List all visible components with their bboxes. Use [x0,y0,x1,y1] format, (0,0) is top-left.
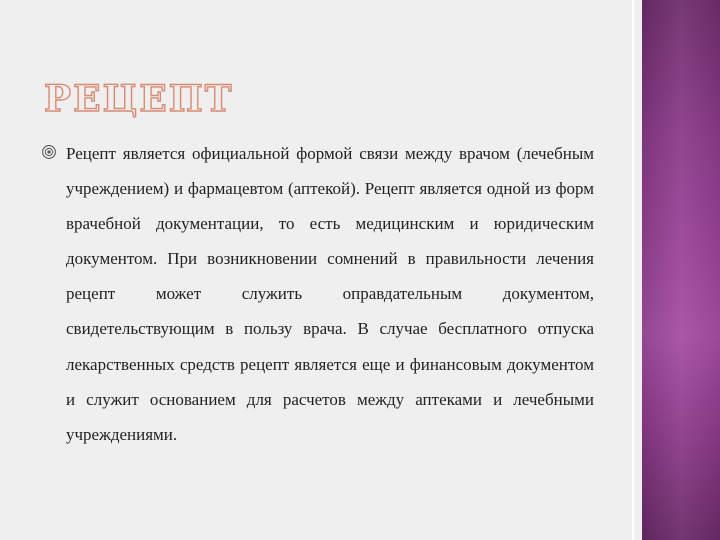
purple-side-panel [642,0,720,540]
body-paragraph: Рецепт является официальной формой связи между врачом (лечебным учреждением) и фармацевтом (аптекой). Рецепт является одной из форм врачебной документации, то есть медицинским и юридическим документом. При возникновении сомнений в правильности лечения рецепт может служить оправдательным документом, свидетельствующим в пользу врача. В случае бесплатного отпуска лекарственных средств рецепт является еще и финансовым документом и служит основанием для расчетов между аптеками и лечебными учреждениями. [66,144,594,444]
circled-bullet-icon [41,144,57,160]
side-divider [632,0,634,540]
slide-title: РЕЦЕПТ [44,78,234,120]
